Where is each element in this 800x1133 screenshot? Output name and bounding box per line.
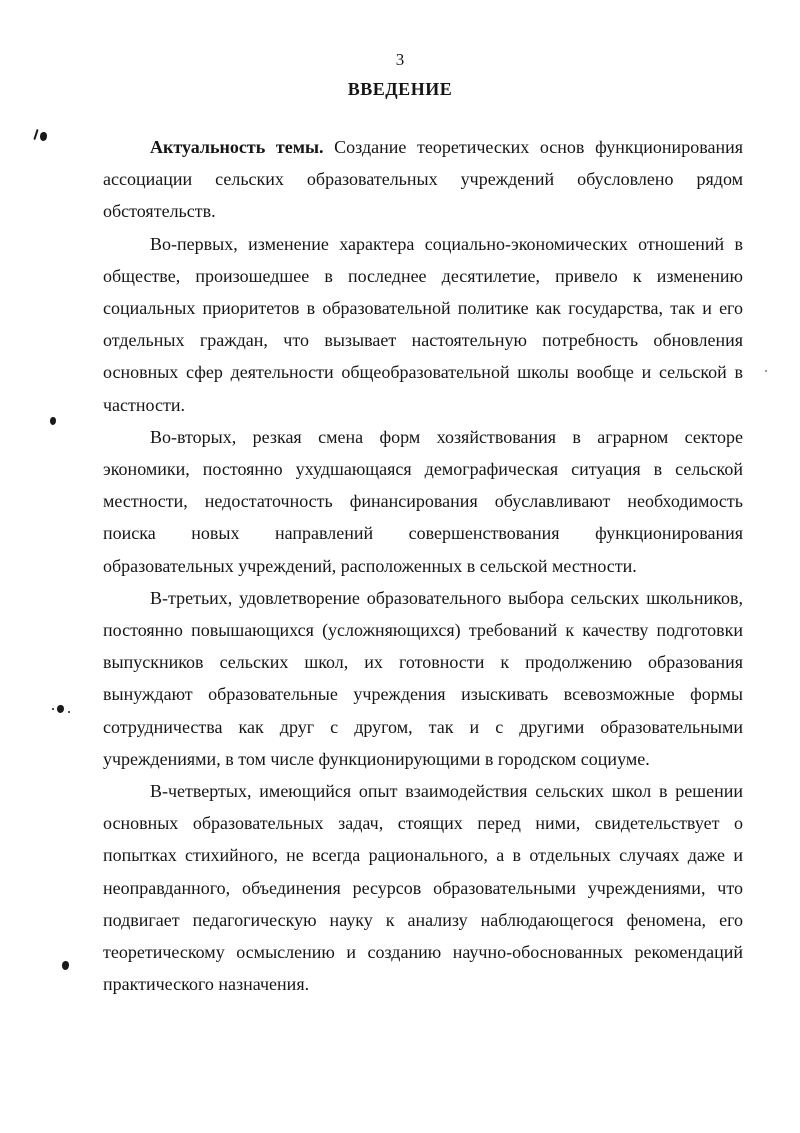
scan-speck <box>68 711 70 713</box>
paragraph-text: Создание теоретических основ функционирования ассоциации сельских образовательных учреждений обусловлено рядом обстоятельств. <box>103 137 743 222</box>
paragraph-fourth: В-четвертых, имеющийся опыт взаимодействия сельских школ в решении основных образовательных задач, стоящих перед ними, свидетельствует о попытках стихийного, не всегда рационального, а в отдельных случаях даже и неоправданного, объединения ресурсов образовательными учреждениями, что подвигает педагогическую науку к анализу наблюдающегося феномена, его теоретическому осмыслению и созданию научно-обоснованных рекомендаций практического назначения. <box>103 781 743 995</box>
scan-speck <box>52 708 54 710</box>
binder-hole-mark <box>40 132 47 141</box>
binder-hole-mark <box>50 417 56 425</box>
scan-speck <box>765 370 767 372</box>
paragraph-lead: Актуальность темы. <box>150 137 324 157</box>
page-title: ВВЕДЕНИЕ <box>347 79 453 99</box>
paragraph-third: В-третьих, удовлетворение образовательного выбора сельских школьников, постоянно повышающихся (усложняющихся) требований к качеству подготовки выпускников сельских школ, их готовности к продолжению образования вынуждают образовательные учреждения изыскивать всевозможные формы сотрудничества как друг с другом, так и с другими образовательными учреждениями, в том числе функционирующими в городском социуме. <box>103 587 743 769</box>
paragraph-first: Во-первых, изменение характера социально-экономических отношений в обществе, произошедшее в последнее десятилетие, привело к изменению социальных приоритетов в образовательной политике как государства, так и его отдельных граждан, что вызывает настоятельную потребность обновления основных сфер деятельности общеобразовательной школы вообще и сельской в частности. <box>103 233 743 415</box>
scan-mark-stroke <box>33 129 38 140</box>
document-body <box>103 131 743 1000</box>
paragraph-relevance <box>103 131 743 228</box>
binder-hole-mark <box>57 705 64 713</box>
paragraph-second: Во-вторых, резкая смена форм хозяйствования в аграрном секторе экономики, постоянно ухудшающаяся демографическая ситуация в сельской местности, недостаточность финансирования обуславливают необходимость поиска новых направлений совершенствования функционирования образовательных учреждений, расположенных в сельской местности. <box>103 426 743 576</box>
page-number: 3 <box>395 50 405 69</box>
binder-hole-mark <box>62 961 69 970</box>
